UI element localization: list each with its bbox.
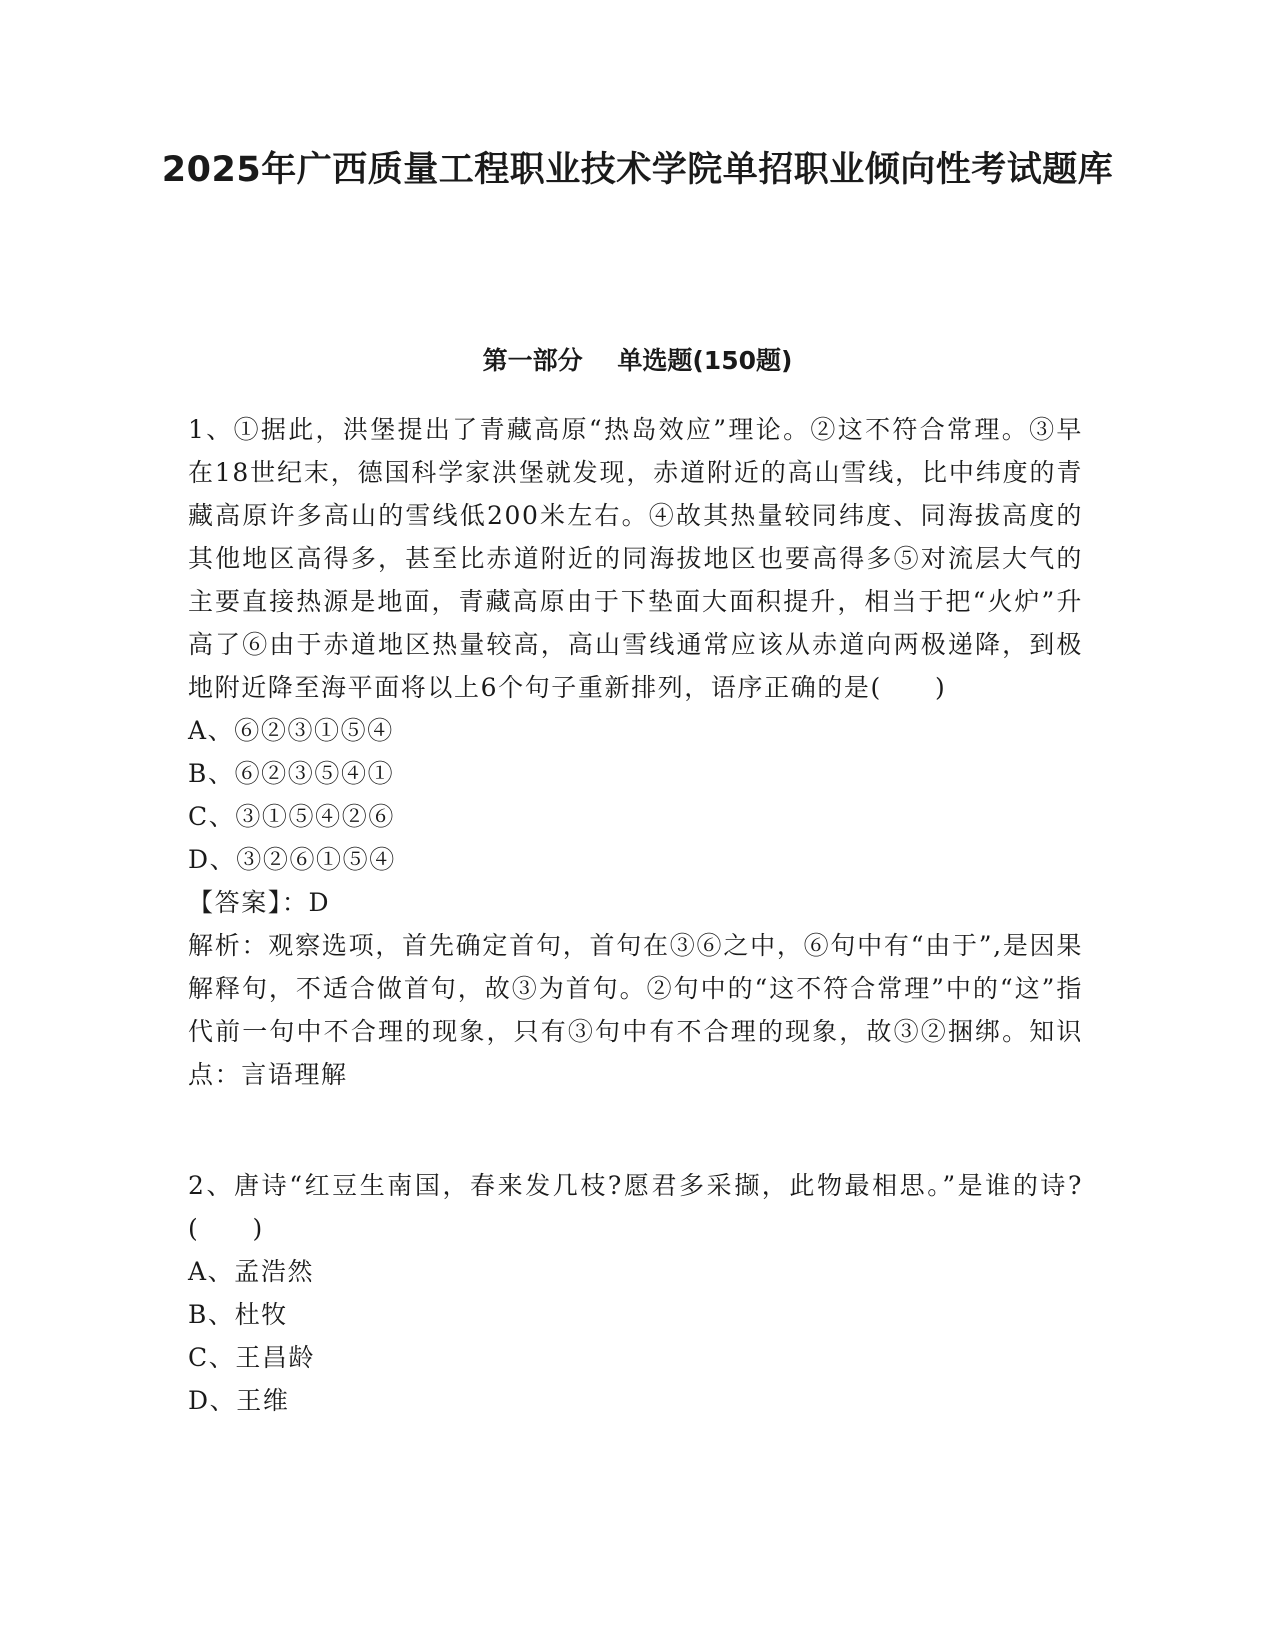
option-a: A、⑥②③①⑤④ xyxy=(188,716,394,745)
document-title: 2025年广西质量工程职业技术学院单招职业倾向性考试题库 xyxy=(161,150,1114,190)
option-b: B、⑥②③⑤④① xyxy=(188,759,395,788)
question-1 xyxy=(188,408,1083,1096)
option-d: D、③②⑥①⑤④ xyxy=(188,845,396,874)
section-heading: 第一部分 单选题(150题) xyxy=(482,346,793,375)
option-list xyxy=(188,709,1083,881)
question-stem: 2、唐诗“红豆生南国，春来发几枝?愿君多采撷，此物最相思。”是谁的诗?( ) xyxy=(188,1171,1083,1243)
question-stem: 1、①据此，洪堡提出了青藏高原“热岛效应”理论。②这不符合常理。③早在18世纪末，德国科学家洪堡就发现，赤道附近的高山雪线，比中纬度的青藏高原许多高山的雪线低200米左右。④故其热量较同纬度、同海拔高度的其他地区高得多，甚至比赤道附近的同海拔地区也要高得多⑤对流层大气的主要直接热源是地面，青藏高原由于下垫面大面积提升，相当于把“火炉”升高了⑥由于赤道地区热量较高，高山雪线通常应该从赤道向两极递降，到极地附近降至海平面将以上6个句子重新排列，语序正确的是( ) xyxy=(188,415,1083,702)
option-d: D、王维 xyxy=(188,1386,290,1415)
option-a: A、孟浩然 xyxy=(188,1257,315,1286)
analysis-text: 解析：观察选项，首先确定首句，首句在③⑥之中，⑥句中有“由于”,是因果解释句，不适合做首句，故③为首句。②句中的“这不符合常理”中的“这”指代前一句中不合理的现象，只有③句中有不合理的现象，故③②捆绑。知识点：言语理解 xyxy=(188,931,1083,1089)
question-2 xyxy=(188,1164,1083,1422)
answer-line: 【答案】：D xyxy=(188,888,331,917)
option-list xyxy=(188,1250,1083,1422)
option-c: C、③①⑤④②⑥ xyxy=(188,802,395,831)
option-c: C、王昌龄 xyxy=(188,1343,316,1372)
option-b: B、杜牧 xyxy=(188,1300,288,1329)
